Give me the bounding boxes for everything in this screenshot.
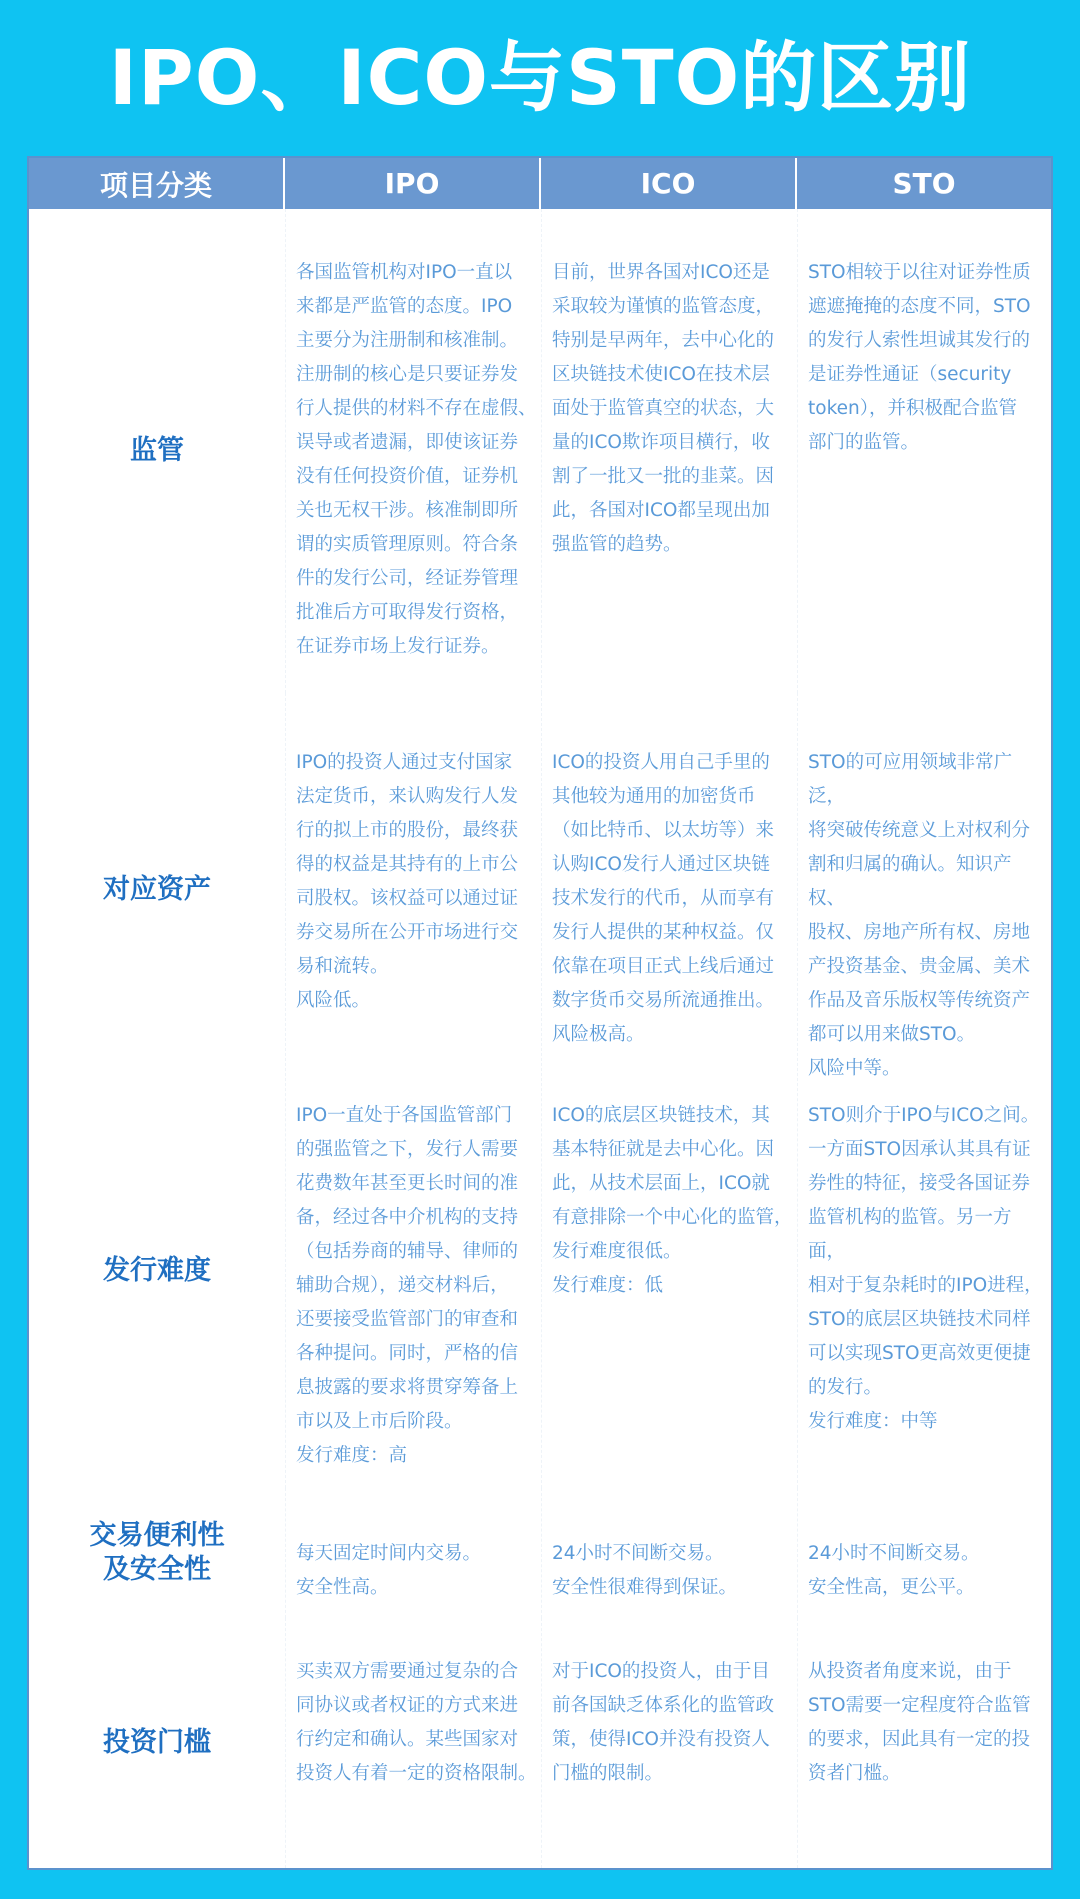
cell-threshold-ipo (285, 1618, 541, 1868)
header-ipo: IPO (285, 158, 541, 209)
cell-convenience-ico (541, 1488, 797, 1618)
row-label-convenience: 交易便利性 及安全性 (89, 1520, 225, 1585)
page-title: IPO、ICO与STO的区别 (108, 33, 972, 122)
cell-regulation-ico (541, 209, 797, 693)
cell-text: 从投资者角度来说，由于 STO需要一定程度符合监管 的要求，因此具有一定的投 资者门槛。 (808, 1661, 1031, 1784)
table-row-regulation (29, 209, 1051, 693)
cell-text: 对于ICO的投资人，由于目 前各国缺乏体系化的监管政 策，使得ICO并没有投资人 门槛的限制。 (552, 1661, 775, 1784)
cell-convenience-sto (797, 1488, 1051, 1618)
table-row-difficulty (29, 1053, 1051, 1488)
cell-convenience-ipo (285, 1488, 541, 1618)
cell-text: STO相较于以往对证券性质 遮遮掩掩的态度不同，STO 的发行人索性坦诚其发行的 是证券性通证（security token），并积极配合监管 部门的监管。 (808, 262, 1031, 453)
cell-text: 24小时不间断交易。 安全性高，更公平。 (808, 1543, 980, 1598)
cell-text: STO的可应用领域非常广泛， 将突破传统意义上对权利分 割和归属的确认。知识产权、 股权、房地产所有权、房地 产投资基金、贵金属、美术 作品及音乐版权等传统资产 都可以用来做STO。 风险中等。 (808, 752, 1031, 1079)
cell-assets-ipo (285, 693, 541, 1086)
cell-text: 目前，世界各国对ICO还是 采取较为谨慎的监管态度， 特别是早两年，去中心化的 区块链技术使ICO在技术层 面处于监管真空的状态，大 量的ICO欺诈项目横行，收 割了一批又一批的韭菜。因 此，各国对ICO都呈现出加 强监管的趋势。 (552, 262, 775, 555)
cell-text: 24小时不间断交易。 安全性很难得到保证。 (552, 1543, 738, 1598)
row-label-assets: 对应资产 (103, 873, 211, 905)
cell-threshold-ico (541, 1618, 797, 1868)
cell-text: ICO的底层区块链技术，其 基本特征就是去中心化。因 此，从技术层面上，ICO就 有意排除一个中心化的监管， 发行难度很低。 发行难度：低 (552, 1105, 793, 1296)
header-ico: ICO (541, 158, 797, 209)
row-label-difficulty: 发行难度 (103, 1254, 211, 1286)
cell-threshold-sto (797, 1618, 1051, 1868)
cell-difficulty-sto (797, 1053, 1051, 1488)
cell-text: IPO一直处于各国监管部门 的强监管之下，发行人需要 花费数年甚至更长时间的准 备，经过各中介机构的支持 （包括券商的辅导、律师的 辅助合规），递交材料后， 还要接受监管部门的审查和 各种提问。同时，严格的信 息披露的要求将贯穿筹备上 市以及上市后阶段。 发行难度：高 (296, 1105, 519, 1466)
row-label-regulation: 监管 (130, 435, 184, 466)
comparison-table (27, 156, 1053, 1870)
cell-regulation-sto (797, 209, 1051, 693)
cell-difficulty-ipo (285, 1053, 541, 1488)
table-row-convenience (29, 1488, 1051, 1618)
cell-text: 每天固定时间内交易。 安全性高。 (296, 1543, 482, 1598)
cell-text: IPO的投资人通过支付国家 法定货币，来认购发行人发 行的拟上市的股份，最终获 得的权益是其持有的上市公 司股权。该权益可以通过证 券交易所在公开市场进行交 易和流转。 风险低。 (296, 752, 519, 1011)
table-row-threshold (29, 1618, 1051, 1868)
header-sto: STO (892, 167, 956, 200)
row-label-threshold: 投资门槛 (103, 1727, 211, 1758)
cell-text: ICO的投资人用自己手里的 其他较为通用的加密货币 （如比特币、以太坊等）来 认购ICO发行人通过区块链 技术发行的代币，从而享有 发行人提供的某种权益。仅 依靠在项目正式上线后通过 数字货币交易所流通推出。 风险极高。 (552, 752, 775, 1045)
cell-assets-sto (797, 693, 1051, 1086)
cell-difficulty-ico (541, 1053, 797, 1488)
cell-regulation-ipo (285, 209, 541, 693)
table-header-row (29, 158, 1051, 209)
header-category: 项目分类 (29, 158, 285, 209)
cell-text: 买卖双方需要通过复杂的合 同协议或者权证的方式来进 行约定和确认。某些国家对 投资人有着一定的资格限制。 (296, 1661, 537, 1784)
cell-assets-ico (541, 693, 797, 1086)
cell-text: STO则介于IPO与ICO之间。 一方面STO因承认其具有证 券性的特征，接受各国证券 监管机构的监管。另一方面， 相对于复杂耗时的IPO进程， STO的底层区块链技术同样 可以实现STO更高效更便捷 的发行。 发行难度：中等 (808, 1105, 1043, 1432)
cell-text: 各国监管机构对IPO一直以 来都是严监管的态度。IPO 主要分为注册制和核准制。 注册制的核心是只要证券发 行人提供的材料不存在虚假、 误导或者遗漏，即使该证券 没有任何投资价值，证券机 关也无权干涉。核准制即所 谓的实质管理原则。符合条 件的发行公司，经证券管理 批准后方可取得发行资格， 在证券市场上发行证券。 (296, 262, 537, 657)
table-row-assets (29, 693, 1051, 1079)
